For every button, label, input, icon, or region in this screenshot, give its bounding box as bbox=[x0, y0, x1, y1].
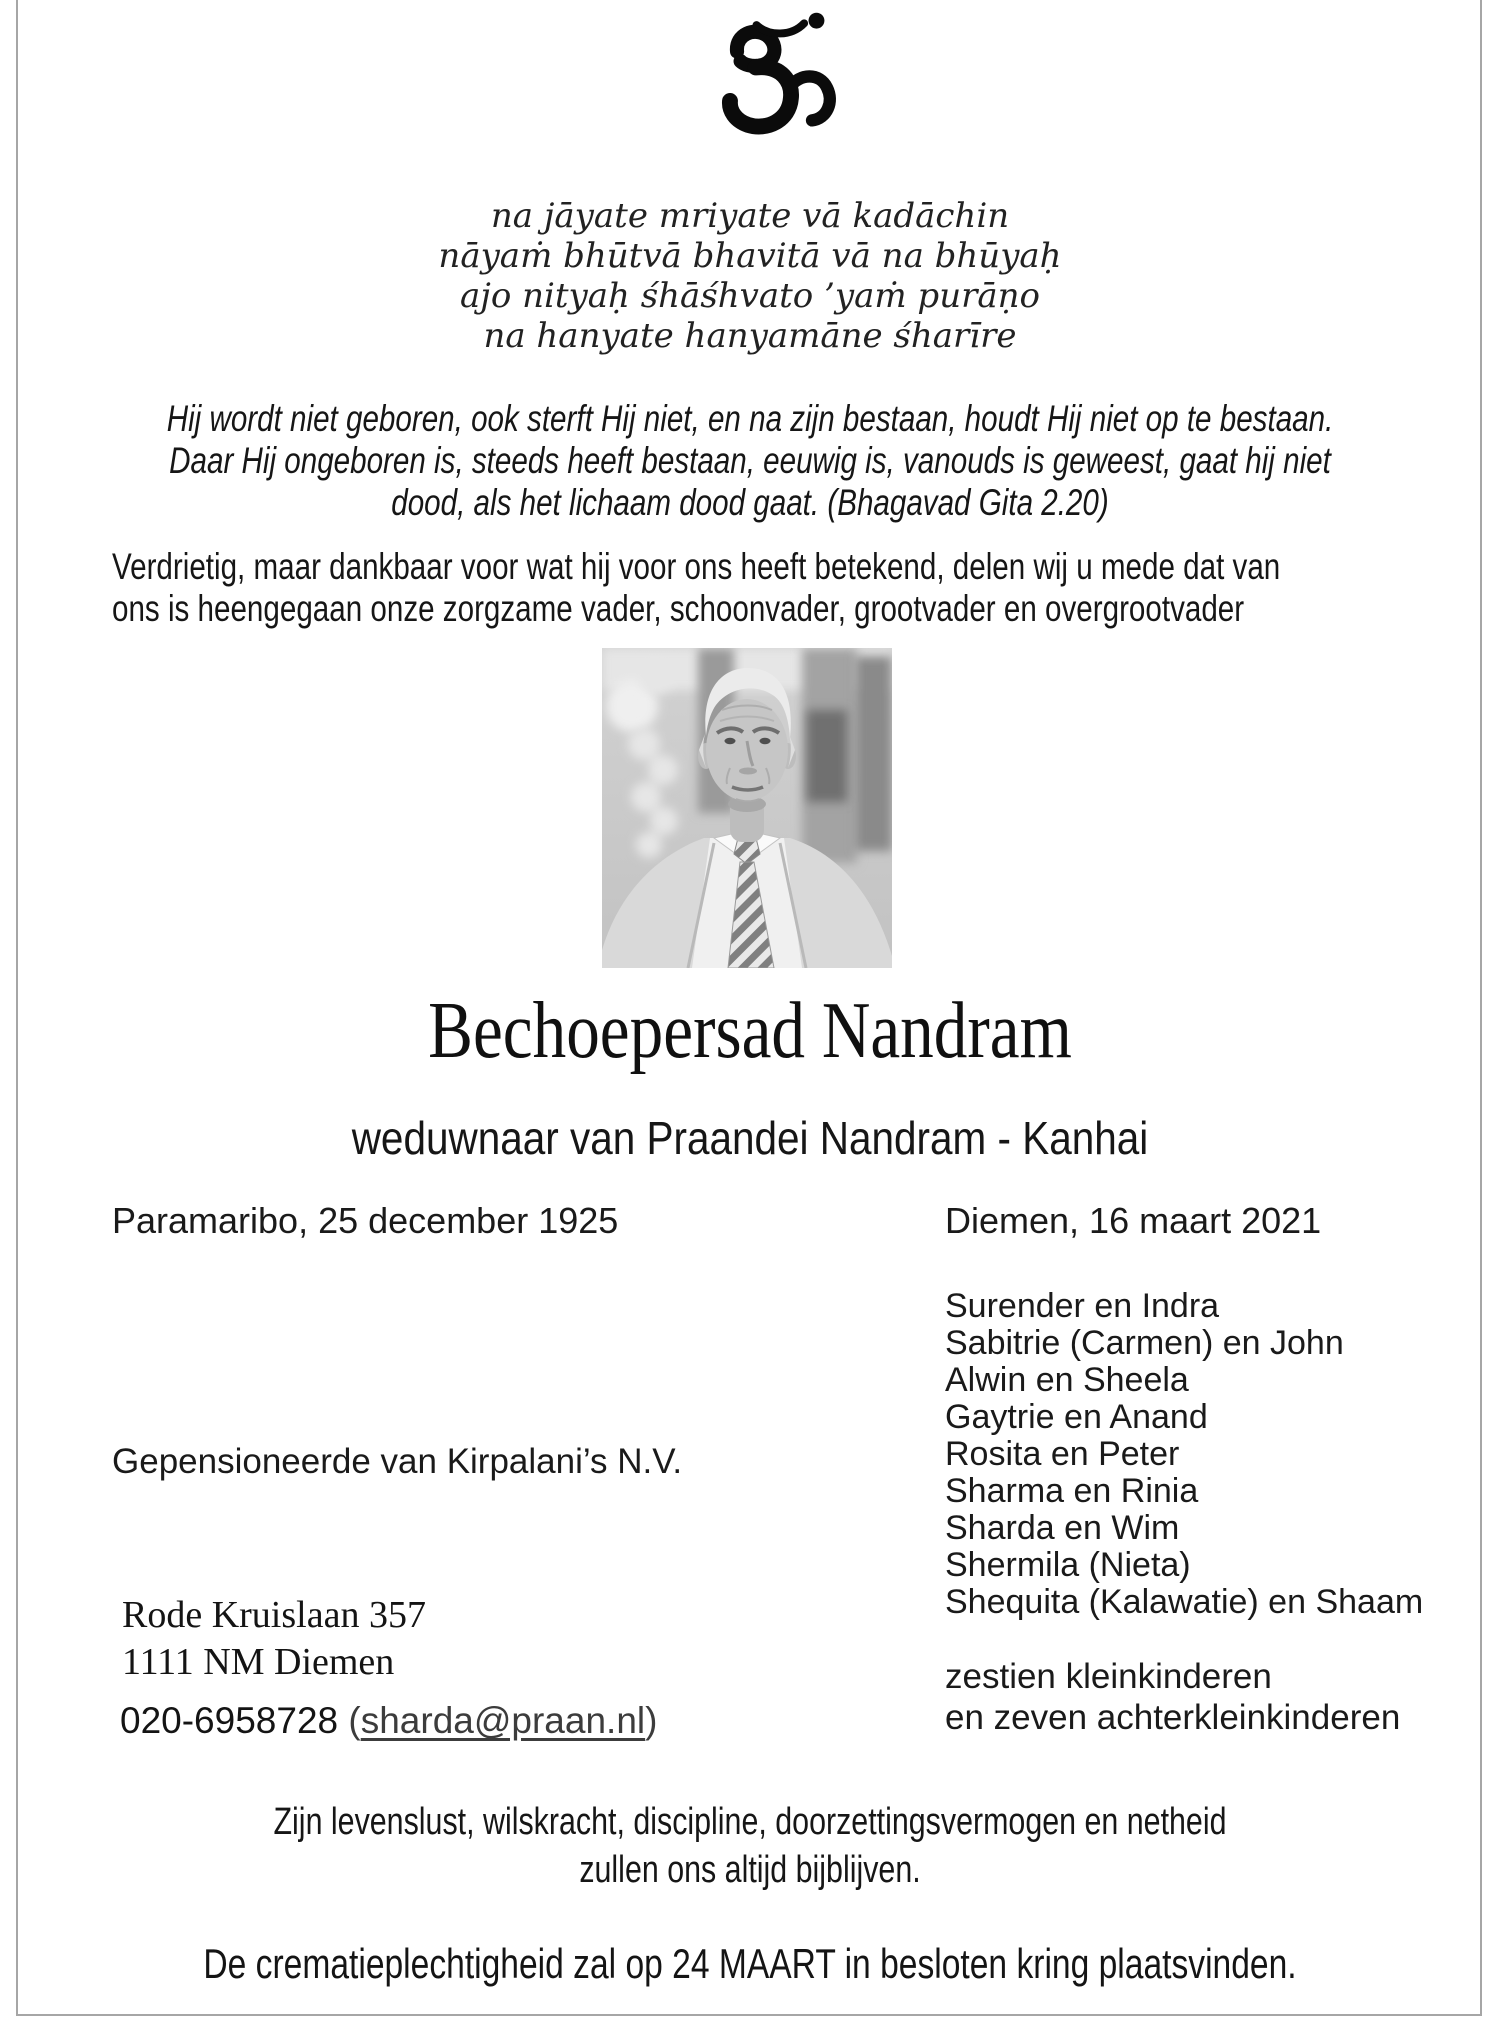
family-member: Shequita (Kalawatie) en Shaam bbox=[945, 1583, 1424, 1621]
family-member: Sharma en Rinia bbox=[945, 1472, 1199, 1510]
family-member: Alwin en Sheela bbox=[945, 1361, 1189, 1399]
phone-number: 020-6958728 bbox=[120, 1700, 339, 1741]
announcement-line: Verdrietig, maar dankbaar voor wat hij voor ons heeft betekend, delen wij u mede dat van bbox=[112, 546, 1281, 587]
family-member: Gaytrie en Anand bbox=[945, 1398, 1208, 1436]
family-member: Surender en Indra bbox=[945, 1287, 1220, 1325]
family-member: Sabitrie (Carmen) en John bbox=[945, 1324, 1344, 1362]
email-link[interactable]: sharda@praan.nl bbox=[360, 1700, 646, 1741]
gita-translation bbox=[0, 398, 1500, 524]
deceased-name: Bechoepersad Nandram bbox=[428, 987, 1072, 1075]
address-line: Rode Kruislaan 357 bbox=[122, 1594, 426, 1636]
phone-email-line bbox=[120, 1700, 657, 1742]
birth-place-date: Paramaribo, 25 december 1925 bbox=[112, 1200, 619, 1241]
family-list bbox=[945, 1288, 1423, 1621]
announcement-line: ons is heengegaan onze zorgzame vader, schoonvader, grootvader en overgrootvader bbox=[112, 588, 1245, 629]
closing-lines bbox=[0, 1798, 1500, 1894]
announcement-paragraph bbox=[112, 546, 1492, 630]
closing-line: zullen ons altijd bijblijven. bbox=[579, 1849, 921, 1891]
family-member: Shermila (Nieta) bbox=[945, 1546, 1191, 1584]
gita-translation-line: Hij wordt niet geboren, ook sterft Hij niet, en na zijn bestaan, houdt Hij niet op te bestaan. bbox=[166, 398, 1334, 439]
verse-line: nāyaṁ bhūtvā bhavitā vā na bhūyaḥ bbox=[438, 236, 1062, 276]
om-icon bbox=[700, 10, 850, 146]
relation-line: weduwnaar van Praandei Nandram - Kanhai bbox=[351, 1112, 1149, 1164]
family-member: Rosita en Peter bbox=[945, 1435, 1180, 1473]
verse-line: na jāyate mriyate vā kadāchin bbox=[490, 196, 1010, 236]
sanskrit-verse bbox=[0, 196, 1500, 356]
address-block bbox=[122, 1592, 426, 1686]
grandchildren-lines: zestien kleinkinderen en zeven achterkleinkinderen bbox=[945, 1657, 1401, 1737]
portrait-photo bbox=[602, 648, 892, 968]
gita-translation-line: dood, als het lichaam dood gaat. (Bhagavad Gita 2.20) bbox=[391, 482, 1109, 523]
email-close-paren: ) bbox=[645, 1700, 658, 1741]
email-open-paren: ( bbox=[348, 1700, 361, 1741]
gita-translation-line: Daar Hij ongeboren is, steeds heeft bestaan, eeuwig is, vanouds is geweest, gaat hij niet bbox=[169, 440, 1331, 481]
address-line: 1111 NM Diemen bbox=[122, 1641, 395, 1683]
verse-line: na hanyate hanyamāne śharīre bbox=[483, 316, 1017, 356]
ceremony-line: De crematieplechtigheid zal op 24 MAART in besloten kring plaatsvinden. bbox=[203, 1940, 1297, 1987]
verse-line: ajo nityaḥ śhāśhvato ’yaṁ purāṇo bbox=[460, 276, 1040, 316]
occupation-line: Gepensioneerde van Kirpalani’s N.V. bbox=[112, 1442, 683, 1481]
death-place-date: Diemen, 16 maart 2021 bbox=[945, 1200, 1322, 1241]
family-member: Sharda en Wim bbox=[945, 1509, 1180, 1547]
closing-line: Zijn levenslust, wilskracht, discipline, doorzettingsvermogen en netheid bbox=[273, 1801, 1227, 1843]
